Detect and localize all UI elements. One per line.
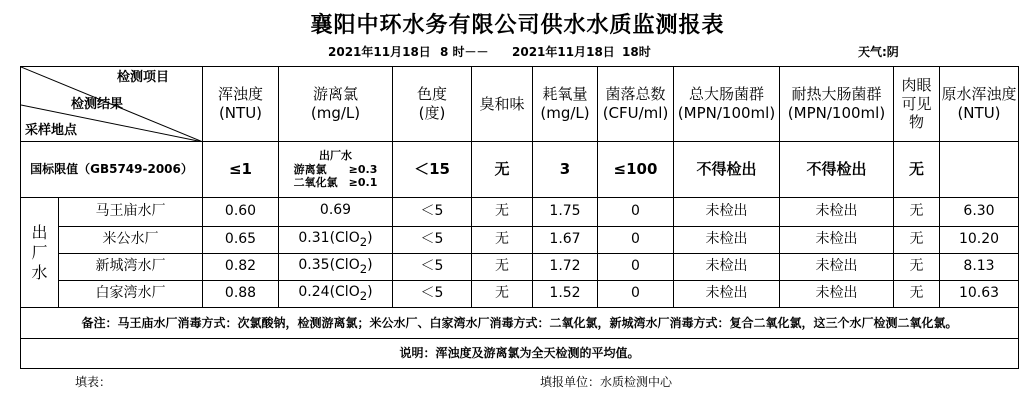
water-quality-table: [20, 66, 1019, 369]
thermo-coliform-value: 未检出: [780, 198, 894, 227]
table-row: [21, 254, 1019, 281]
coliform-value: 未检出: [674, 254, 780, 281]
col-oxygen: [533, 67, 598, 142]
group-char: 出: [31, 222, 48, 242]
raw-turbidity-value: 10.63: [940, 281, 1019, 308]
col-visible-l1: 肉眼: [901, 75, 932, 94]
color-value: ＜5: [393, 198, 472, 227]
col-colony: [598, 67, 674, 142]
std-coliform: 不得检出: [674, 142, 780, 198]
coliform-value: 未检出: [674, 281, 780, 308]
col-colony-name: 菌落总数: [605, 85, 666, 104]
standard-row: [21, 142, 1019, 198]
turbidity-value: 0.65: [203, 227, 279, 254]
visible-value: 无: [894, 281, 940, 308]
std-oxygen: 3: [533, 142, 598, 198]
visible-value: 无: [894, 254, 940, 281]
color-value: ＜5: [393, 227, 472, 254]
odor-value: 无: [472, 254, 533, 281]
coliform-value: 未检出: [674, 227, 780, 254]
col-coliform: [674, 67, 780, 142]
site-name: 新城湾水厂: [59, 254, 203, 281]
color-value: ＜5: [393, 254, 472, 281]
remark-row: [21, 308, 1019, 339]
std-chlorine-l1: 出厂水: [319, 148, 352, 162]
std-color: ＜15: [393, 142, 472, 198]
chlorine-main: 0.35(ClO: [298, 257, 360, 274]
site-name: 马王庙水厂: [59, 198, 203, 227]
raw-turbidity-value: 6.30: [940, 198, 1019, 227]
site-name: 白家湾水厂: [59, 281, 203, 308]
result-label: 检测结果: [71, 97, 124, 112]
coliform-value: 未检出: [674, 198, 780, 227]
explanation-text: 说明：浑浊度及游离氯为全天检测的平均值。: [21, 339, 1019, 369]
chlorine-sub: 2: [359, 235, 368, 250]
col-coliform-name: 总大肠菌群: [688, 85, 764, 104]
odor-value: 无: [472, 227, 533, 254]
col-thermo-coliform-unit: (MPN/100ml): [787, 104, 886, 122]
colony-value: 0: [598, 227, 674, 254]
std-chlorine-l2: 游离氯 ≥0.3: [293, 162, 378, 176]
chlorine-value: [279, 198, 393, 227]
report-title: 襄阳中环水务有限公司供水水质监测报表: [310, 13, 725, 38]
thermo-coliform-value: 未检出: [780, 281, 894, 308]
col-free-chlorine-name: 游离氯: [312, 85, 358, 104]
col-visible-l2: 可见: [901, 94, 932, 113]
turbidity-value: 0.88: [203, 281, 279, 308]
col-raw-turbidity: [940, 67, 1019, 142]
date-bar: [0, 43, 1035, 63]
explanation-row: [21, 339, 1019, 369]
table-row: [21, 227, 1019, 254]
standard-label: 国标限值（GB5749-2006）: [21, 142, 203, 198]
group-label-outlet-water: [21, 198, 59, 308]
chlorine-sub: 2: [359, 262, 368, 277]
table-row: [21, 281, 1019, 308]
std-colony: ≤100: [598, 142, 674, 198]
header-row: [21, 67, 1019, 142]
col-raw-turbidity-name: 原水浑浊度: [941, 85, 1017, 104]
col-color-unit: (度): [418, 104, 446, 122]
std-raw-turbidity: [940, 142, 1019, 198]
weather: 天气:阴: [858, 45, 899, 59]
std-turbidity: ≤1: [203, 142, 279, 198]
thermo-coliform-value: 未检出: [780, 254, 894, 281]
colony-value: 0: [598, 281, 674, 308]
std-chlorine: [279, 142, 393, 198]
remark-text: 备注：马王庙水厂消毒方式：次氯酸钠，检测游离氯；米公水厂、白家湾水厂消毒方式：二氧化氯，新城湾水厂消毒方式：复合二氧化氯，这三个水厂检测二氧化氯。: [21, 308, 1019, 339]
std-thermo-coliform: 不得检出: [780, 142, 894, 198]
col-thermo-coliform-name: 耐热大肠菌群: [791, 85, 882, 104]
raw-turbidity-value: 8.13: [940, 254, 1019, 281]
chlorine-value: [279, 254, 393, 281]
chlorine-tail: ): [367, 257, 373, 274]
col-raw-turbidity-unit: (NTU): [957, 104, 1001, 122]
turbidity-value: 0.82: [203, 254, 279, 281]
thermo-coliform-value: 未检出: [780, 227, 894, 254]
start-hour: 8 时－－: [440, 45, 489, 59]
chlorine-sub: 2: [359, 289, 368, 304]
col-turbidity-name: 浑浊度: [217, 85, 263, 104]
chlorine-tail: ): [367, 284, 373, 301]
item-label: 检测项目: [117, 70, 170, 85]
colony-value: 0: [598, 198, 674, 227]
color-value: ＜5: [393, 281, 472, 308]
col-odor: [472, 67, 533, 142]
col-color: [393, 67, 472, 142]
col-oxygen-name: 耗氧量: [542, 85, 588, 104]
site-label: 采样地点: [25, 123, 78, 138]
std-chlorine-l3: 二氧化氯 ≥0.1: [293, 176, 378, 190]
site-name: 米公水厂: [59, 227, 203, 254]
col-free-chlorine: [279, 67, 393, 142]
table-row: [21, 198, 1019, 227]
col-thermo-coliform: [780, 67, 894, 142]
chlorine-value: [279, 227, 393, 254]
filler-label: 填表：: [75, 375, 112, 389]
col-turbidity: [203, 67, 279, 142]
oxygen-value: 1.52: [533, 281, 598, 308]
turbidity-value: 0.60: [203, 198, 279, 227]
chlorine-main: 0.69: [319, 202, 352, 219]
visible-value: 无: [894, 227, 940, 254]
std-odor: 无: [472, 142, 533, 198]
col-visible: [894, 67, 940, 142]
col-oxygen-unit: (mg/L): [540, 104, 590, 122]
oxygen-value: 1.75: [533, 198, 598, 227]
end-hour: 18时: [622, 45, 651, 59]
raw-turbidity-value: 10.20: [940, 227, 1019, 254]
group-char: 水: [31, 262, 48, 282]
chlorine-tail: ): [367, 230, 373, 247]
reporting-unit: 填报单位：水质检测中心: [540, 375, 673, 389]
col-colony-unit: (CFU/ml): [602, 104, 669, 122]
chlorine-main: 0.24(ClO: [298, 284, 360, 301]
diagonal-header-cell: [21, 67, 203, 142]
chlorine-main: 0.31(ClO: [298, 230, 360, 247]
chlorine-value: [279, 281, 393, 308]
col-free-chlorine-unit: (mg/L): [310, 104, 361, 122]
oxygen-value: 1.67: [533, 227, 598, 254]
end-date: 2021年11月18日: [512, 45, 615, 59]
odor-value: 无: [472, 281, 533, 308]
col-color-name: 色度: [416, 85, 447, 104]
visible-value: 无: [894, 198, 940, 227]
colony-value: 0: [598, 254, 674, 281]
start-date: 2021年11月18日: [328, 45, 431, 59]
odor-value: 无: [472, 198, 533, 227]
group-char: 厂: [31, 242, 48, 262]
col-coliform-unit: (MPN/100ml): [677, 104, 776, 122]
std-visible: 无: [894, 142, 940, 198]
oxygen-value: 1.72: [533, 254, 598, 281]
col-visible-l3: 物: [908, 113, 924, 132]
col-turbidity-unit: (NTU): [218, 104, 263, 122]
col-odor-name: 臭和味: [479, 94, 525, 113]
